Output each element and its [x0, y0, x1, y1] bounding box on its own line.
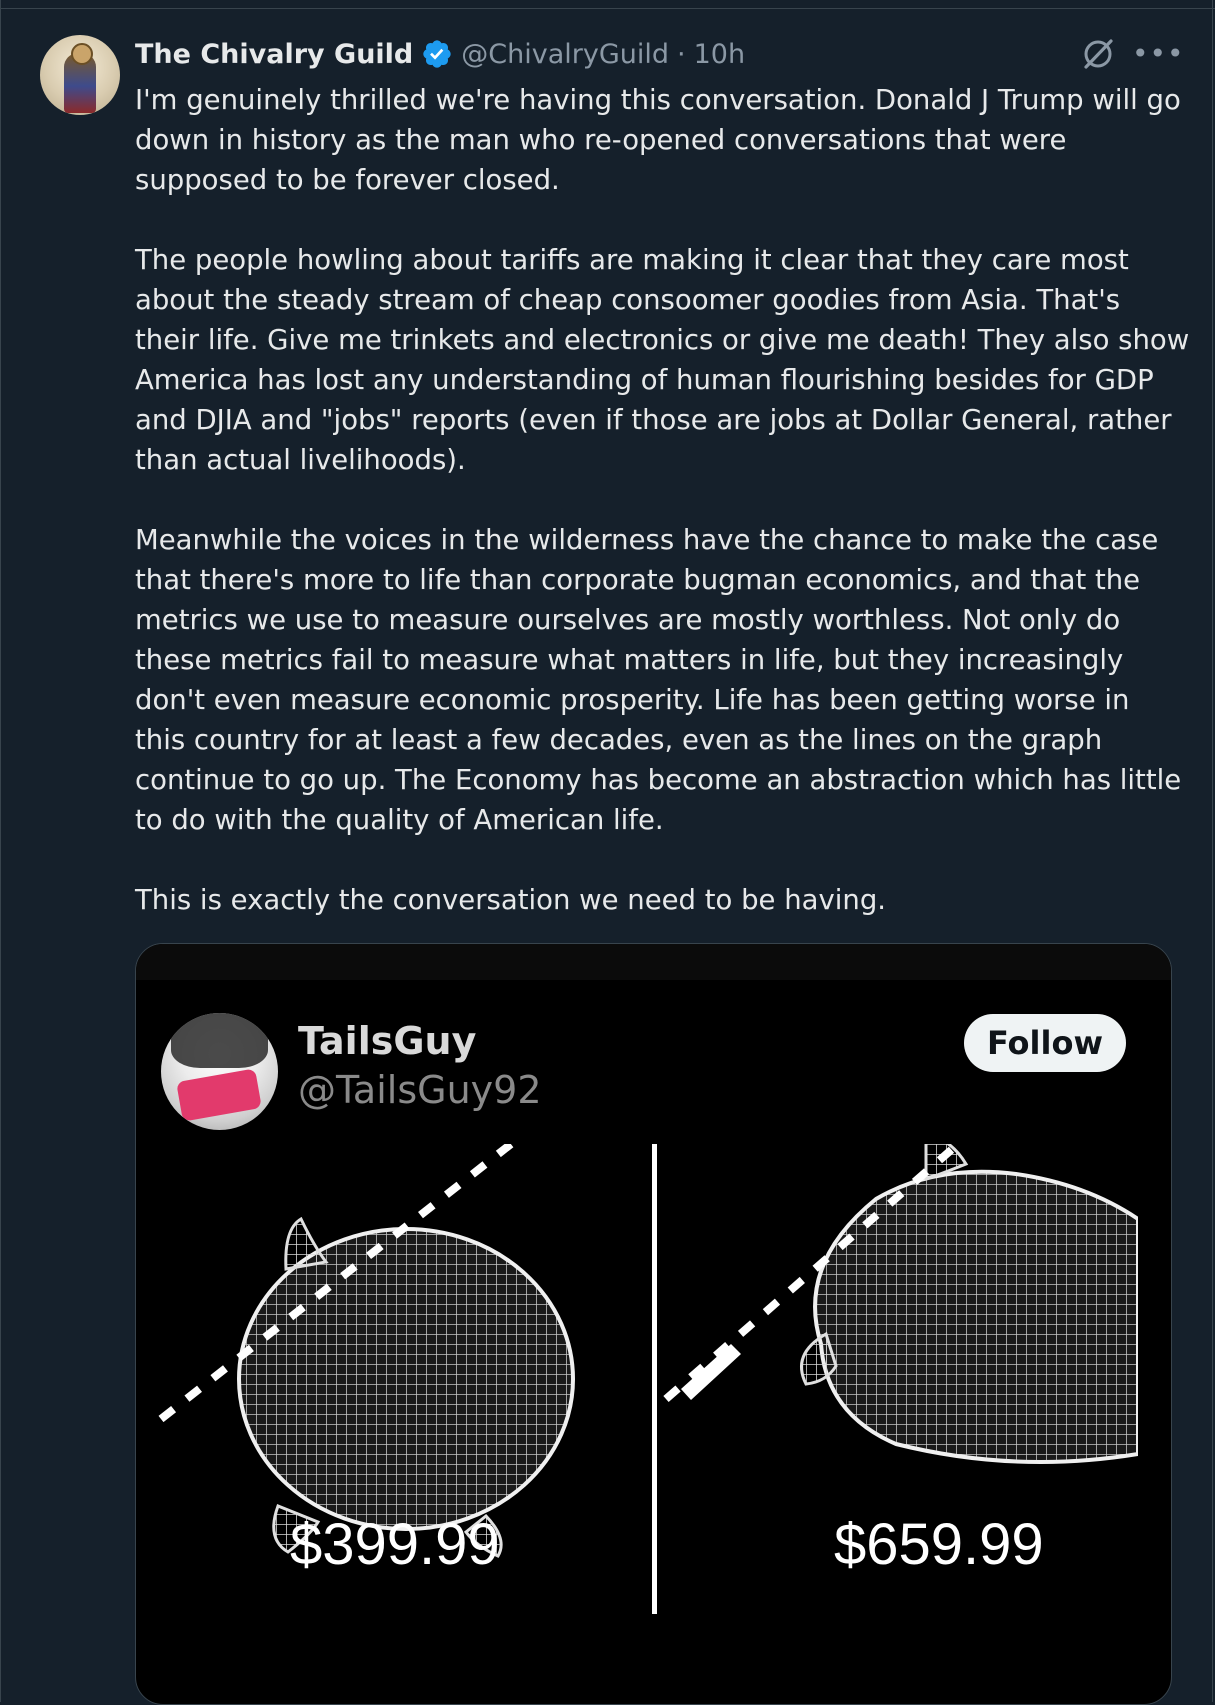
mesh-object-right — [802, 1144, 1139, 1462]
quoted-avatar — [161, 1013, 278, 1130]
verified-badge-icon — [421, 38, 453, 70]
avatar-hair — [171, 1013, 268, 1068]
timestamp[interactable]: 10h — [693, 38, 746, 70]
grok-icon[interactable] — [1080, 36, 1116, 72]
divider — [0, 8, 1215, 9]
tweet-text — [135, 80, 1190, 960]
comparison-image — [136, 1144, 1171, 1704]
tweet-paragraph: Meanwhile the voices in the wilderness have the chance to make the case that there's more to life than corporate bugman economics, and that the metrics we use to measure ourselves are mostly worthless. Not only do these metrics fail to measure what matters in life, but they increasingly don't even measure economic prosperity. Life has been getting worse in this country for at least a few decades, even as the lines on the graph continue to go up. The Economy has become an abstraction which has little to do with the quality of American life. — [135, 524, 1182, 836]
quoted-name: TailsGuy — [298, 1019, 477, 1063]
mesh-object-left — [239, 1219, 573, 1556]
card-top-band — [136, 944, 1171, 980]
tweet-paragraph: The people howling about tariffs are making it clear that they care most about the steady stream of cheap consoomer goodies from Asia. That's their life. Give me trinkets and electronics or give me death! They also show America has lost any understanding of human flourishing besides for GDP and DJIA and "jobs" reports (even if those are jobs at Dollar General, rather than actual livelihoods). — [135, 244, 1190, 476]
knight-head — [71, 43, 93, 65]
author-handle[interactable]: @ChivalryGuild — [461, 38, 670, 70]
price-left: $399.99 — [290, 1512, 500, 1577]
tweet-paragraph: This is exactly the conversation we need to be having. — [135, 884, 887, 916]
avatar-scarf — [176, 1068, 262, 1121]
price-right: $659.99 — [834, 1512, 1044, 1577]
more-options-icon[interactable]: ••• — [1132, 37, 1185, 70]
tweet-paragraph: I'm genuinely thrilled we're having this conversation. Donald J Trump will go down in history as the man who re-opened conversations that were supposed to be forever closed. — [135, 84, 1181, 196]
author-name[interactable]: The Chivalry Guild — [135, 38, 414, 70]
tweet-header — [135, 34, 745, 74]
dash-highlight — [681, 1344, 741, 1400]
separator-dot: · — [677, 38, 686, 70]
follow-button: Follow — [964, 1014, 1126, 1072]
quoted-media-card[interactable] — [135, 943, 1172, 1705]
author-avatar[interactable] — [40, 35, 120, 115]
quoted-handle: @TailsGuy92 — [298, 1068, 542, 1112]
center-divider — [652, 1144, 657, 1614]
